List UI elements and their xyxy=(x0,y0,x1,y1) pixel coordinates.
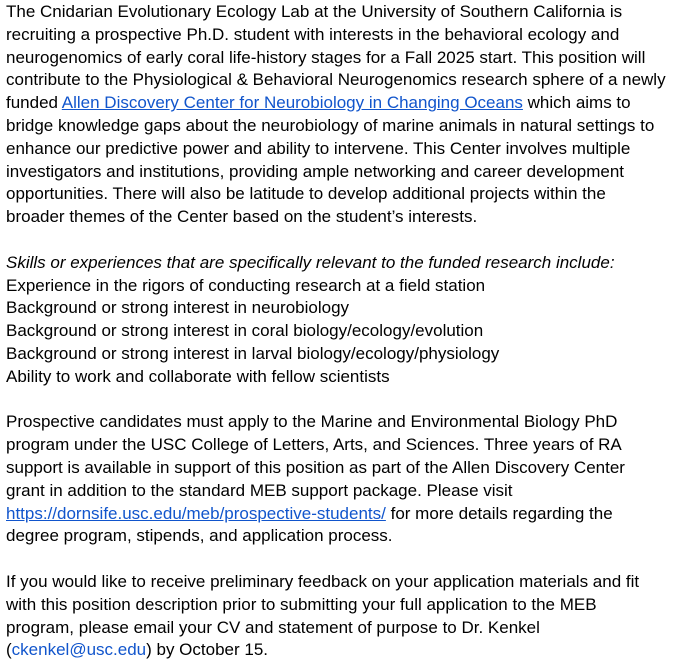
intro-paragraph xyxy=(6,1,674,229)
prospective-students-link[interactable]: https://dornsife.usc.edu/meb/prospective-students/ xyxy=(6,503,386,523)
intro-line: opportunities. There will also be latitude to develop additional projects within the xyxy=(6,184,606,204)
apply-line: support is available in support of this position as part of the Allen Discovery Center xyxy=(6,457,625,477)
feedback-text: ) by October 15. xyxy=(146,640,269,660)
paragraph-spacer xyxy=(6,229,674,252)
feedback-paragraph xyxy=(6,571,674,662)
intro-text: funded xyxy=(6,93,62,113)
intro-line: recruiting a prospective Ph.D. student with interests in the behavioral ecology and xyxy=(6,24,620,44)
feedback-line: with this position description prior to submitting your full application to the MEB xyxy=(6,594,597,614)
skill-item: Ability to work and collaborate with fellow scientists xyxy=(6,366,390,386)
intro-line: investigators and institutions, providing ample networking and career development xyxy=(6,161,625,181)
feedback-line: program, please email your CV and statement of purpose to Dr. Kenkel xyxy=(6,617,540,637)
skill-item: Background or strong interest in neurobiology xyxy=(6,298,350,318)
apply-line xyxy=(6,503,674,526)
apply-paragraph xyxy=(6,411,674,548)
feedback-line xyxy=(6,639,674,662)
intro-line: The Cnidarian Evolutionary Ecology Lab at the University of Southern California is xyxy=(6,2,623,21)
skill-item: Background or strong interest in coral biology/ecology/evolution xyxy=(6,321,484,341)
intro-text: which aims to xyxy=(522,93,631,113)
feedback-line: If you would like to receive preliminary feedback on your application materials and fit xyxy=(6,571,640,591)
feedback-text: ( xyxy=(6,640,12,660)
intro-line: broader themes of the Center based on the student’s interests. xyxy=(6,207,478,227)
allen-center-link[interactable]: Allen Discovery Center for Neurobiology in Changing Oceans xyxy=(61,93,523,113)
apply-text: for more details regarding the xyxy=(385,503,613,523)
intro-line: neurogenomics of early coral life-history stages for a Fall 2025 start. This position will xyxy=(6,47,646,67)
intro-line xyxy=(6,92,674,115)
paragraph-spacer xyxy=(6,548,674,571)
email-link[interactable]: ckenkel@usc.edu xyxy=(11,640,147,660)
intro-line: enhance our predictive power and ability to intervene. This Center involves multiple xyxy=(6,138,631,158)
apply-line: degree program, stipends, and application process. xyxy=(6,526,393,546)
apply-line: grant in addition to the standard MEB support package. Please visit xyxy=(6,480,513,500)
skill-item: Experience in the rigors of conducting research at a field station xyxy=(6,275,486,295)
apply-line: program under the USC College of Letters, Arts, and Sciences. Three years of RA xyxy=(6,435,622,455)
intro-line: contribute to the Physiological & Behavioral Neurogenomics research sphere of a newly xyxy=(6,70,666,90)
skill-item: Background or strong interest in larval biology/ecology/physiology xyxy=(6,343,500,363)
skills-section xyxy=(6,252,674,389)
paragraph-spacer xyxy=(6,389,674,412)
intro-line: bridge knowledge gaps about the neurobiology of marine animals in natural settings to xyxy=(6,115,655,135)
skills-heading: Skills or experiences that are specifically relevant to the funded research include: xyxy=(6,252,615,272)
apply-line: Prospective candidates must apply to the Marine and Environmental Biology PhD xyxy=(6,412,618,432)
